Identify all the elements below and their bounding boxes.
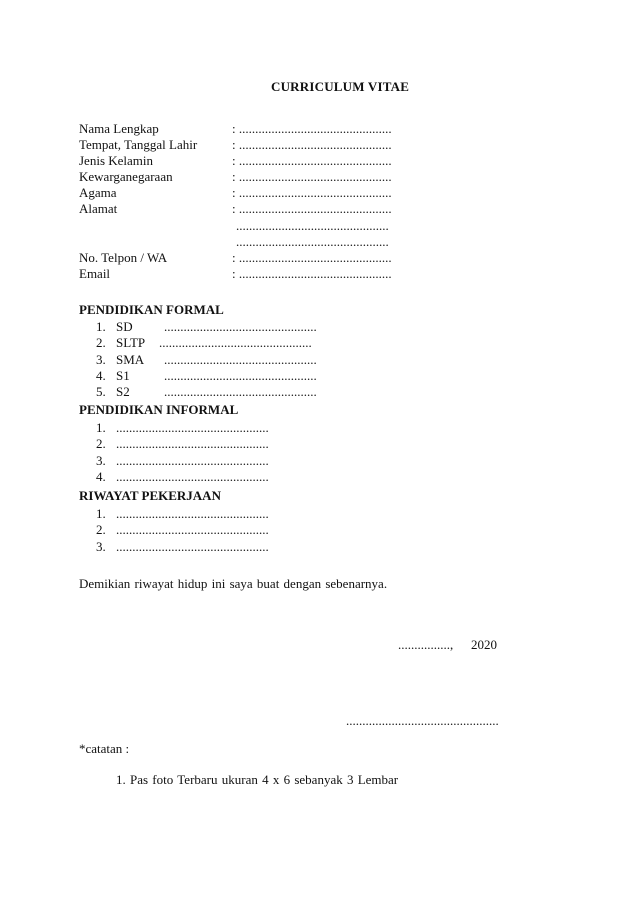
- field-label-kewarganegaraan: Kewarganegaraan: [79, 169, 173, 184]
- informal-item-dots: ...............................................: [116, 453, 269, 468]
- formal-item-dots: ...............................................: [164, 319, 317, 334]
- formal-item-dots: ...............................................: [164, 368, 317, 383]
- field-value-alamat-line-2: ...............................................: [236, 218, 389, 233]
- formal-item-number: 4.: [96, 368, 106, 383]
- closing-statement: Demikian riwayat hidup ini saya buat dengan sebenarnya.: [79, 576, 388, 591]
- formal-item-number: 5.: [96, 384, 106, 399]
- informal-item-number: 4.: [96, 469, 106, 484]
- field-label-jenis-kelamin: Jenis Kelamin: [79, 153, 154, 168]
- document-title: CURRICULUM VITAE: [271, 79, 410, 94]
- pekerjaan-item-dots: ...............................................: [116, 539, 269, 554]
- pekerjaan-item-number: 1.: [96, 506, 106, 521]
- note-item: 1. Pas foto Terbaru ukuran 4 x 6 sebanyak 3 Lembar: [116, 772, 399, 787]
- informal-item-dots: ...............................................: [116, 420, 269, 435]
- field-value-ttl: : ...............................................: [232, 137, 392, 152]
- riwayat-pekerjaan-heading: RIWAYAT PEKERJAAN: [79, 488, 221, 503]
- pekerjaan-item-number: 2.: [96, 522, 106, 537]
- informal-item-dots: ...............................................: [116, 469, 269, 484]
- date-place-dots: ................,: [398, 637, 454, 652]
- field-value-alamat-line-3: ...............................................: [236, 234, 389, 249]
- field-value-agama: : ...............................................: [232, 185, 392, 200]
- field-label-agama: Agama: [79, 185, 117, 200]
- field-value-nama: : ...............................................: [232, 121, 392, 136]
- informal-item-number: 1.: [96, 420, 106, 435]
- field-value-telpon: : ...............................................: [232, 250, 392, 265]
- field-label-email: Email: [79, 266, 111, 281]
- formal-item-dots: ...............................................: [164, 384, 317, 399]
- formal-item-dots: ...............................................: [159, 335, 312, 350]
- formal-item-level: SMA: [116, 352, 145, 367]
- informal-item-number: 2.: [96, 436, 106, 451]
- field-value-email: : ...............................................: [232, 266, 392, 281]
- field-label-nama: Nama Lengkap: [79, 121, 159, 136]
- formal-item-number: 1.: [96, 319, 106, 334]
- formal-item-number: 3.: [96, 352, 106, 367]
- field-value-jenis-kelamin: : ...............................................: [232, 153, 392, 168]
- note-label: *catatan :: [79, 741, 130, 756]
- field-label-alamat: Alamat: [79, 201, 118, 216]
- field-label-ttl: Tempat, Tanggal Lahir: [79, 137, 198, 152]
- field-value-kewarganegaraan: : ...............................................: [232, 169, 392, 184]
- formal-item-level: SLTP: [116, 335, 146, 350]
- pekerjaan-item-number: 3.: [96, 539, 106, 554]
- pendidikan-informal-heading: PENDIDIKAN INFORMAL: [79, 402, 239, 417]
- pendidikan-formal-heading: PENDIDIKAN FORMAL: [79, 302, 224, 317]
- date-year: 2020: [471, 637, 497, 652]
- formal-item-number: 2.: [96, 335, 106, 350]
- pekerjaan-item-dots: ...............................................: [116, 506, 269, 521]
- signature-line: ...............................................: [346, 713, 499, 728]
- informal-item-number: 3.: [96, 453, 106, 468]
- informal-item-dots: ...............................................: [116, 436, 269, 451]
- formal-item-dots: ...............................................: [164, 352, 317, 367]
- field-label-telpon: No. Telpon / WA: [79, 250, 168, 265]
- formal-item-level: S2: [116, 384, 130, 399]
- formal-item-level: S1: [116, 368, 130, 383]
- pekerjaan-item-dots: ...............................................: [116, 522, 269, 537]
- field-value-alamat: : ...............................................: [232, 201, 392, 216]
- formal-item-level: SD: [116, 319, 133, 334]
